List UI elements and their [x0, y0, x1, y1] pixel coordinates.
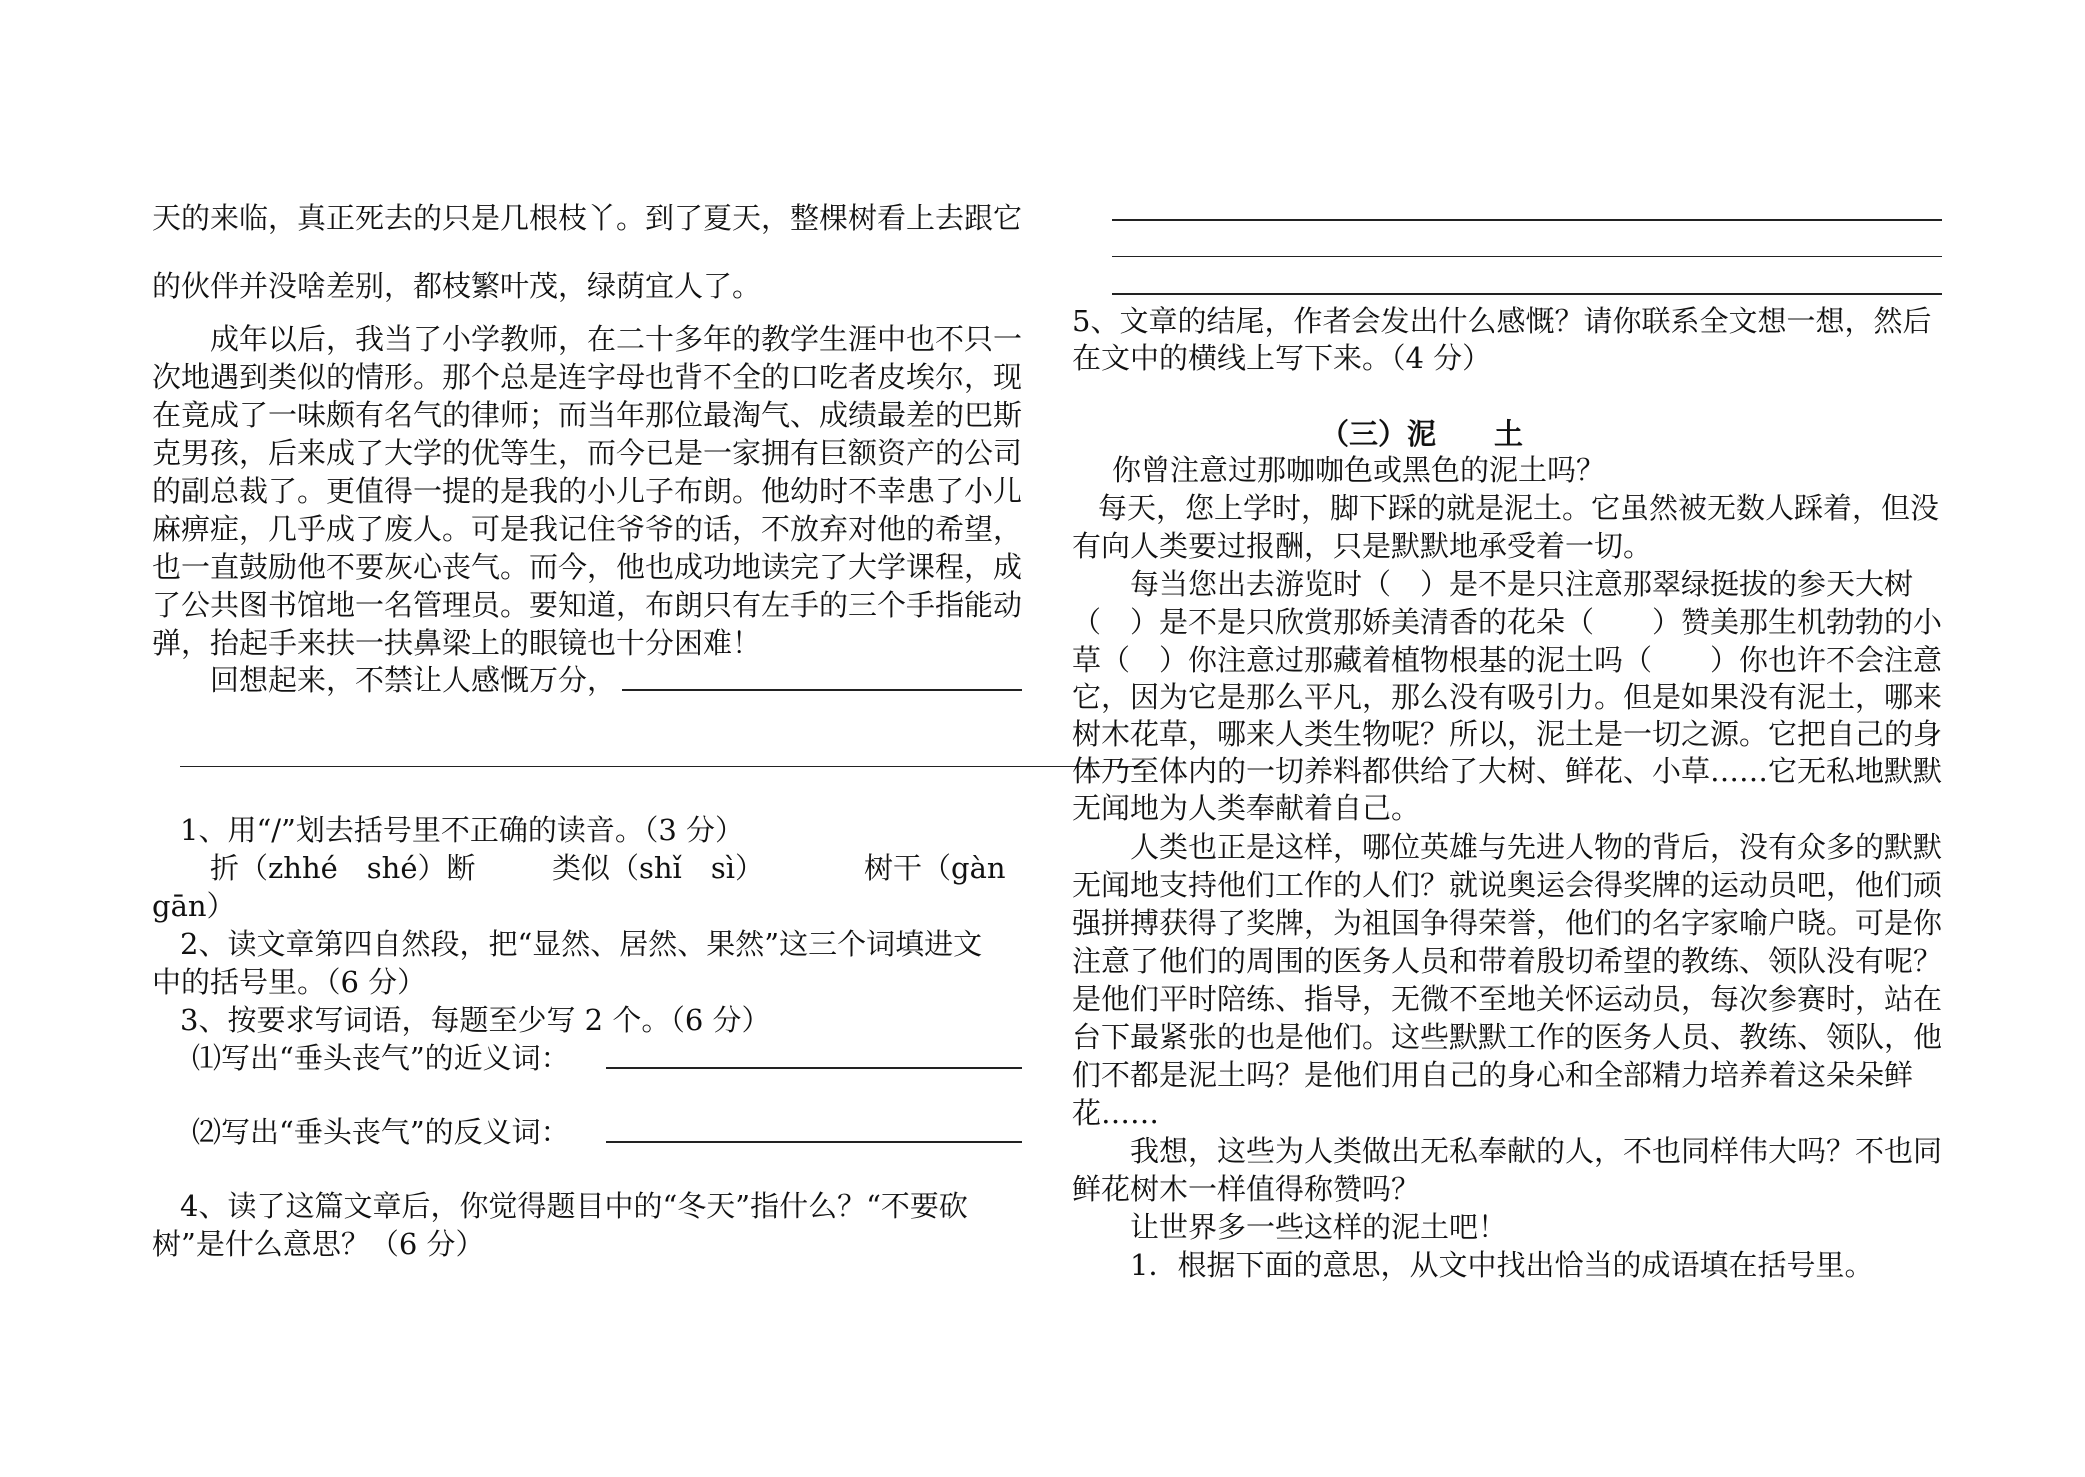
- question-4-line1: 4、读了这篇文章后，你觉得题目中的“冬天”指什么？“不要砍: [180, 1189, 968, 1223]
- synonym-answer-line[interactable]: [606, 1067, 1022, 1069]
- passage-line: 体乃至体内的一切养料都供给了大树、鲜花、小草……它无私地默默: [1072, 754, 1943, 788]
- question-3-sub2: ⑵写出“垂头丧气”的反义词：: [192, 1115, 570, 1149]
- passage-line: 无闻地为人类奉献着自己。: [1072, 791, 1421, 825]
- question-2-line1: 2、读文章第四自然段，把“显然、居然、果然”这三个词填进文: [180, 927, 983, 961]
- question-3-sub1: ⑴写出“垂头丧气”的近义词：: [192, 1041, 570, 1075]
- question-4-line2: 树”是什么意思？（6 分）: [152, 1227, 485, 1261]
- passage-line: 树木花草，哪来人类生物呢？所以，泥土是一切之源。它把自己的身: [1072, 717, 1943, 751]
- story-line: 也一直鼓励他不要灰心丧气。而今，他也成功地读完了大学课程，成: [152, 550, 1023, 584]
- question-2-line2: 中的括号里。（6 分）: [152, 965, 427, 999]
- passage-line: 有向人类要过报酬，只是默默地承受着一切。: [1072, 529, 1653, 563]
- passage-line: 它，因为它是那么平凡，那么没有吸引力。但是如果没有泥土，哪来: [1072, 680, 1943, 714]
- q1-item-leisi: 类似（shǐ sì）: [552, 851, 764, 885]
- story-line-conclusion: 回想起来，不禁让人感慨万分，: [210, 663, 617, 697]
- story-line: 了公共图书馆地一名管理员。要知道，布朗只有左手的三个手指能动: [152, 588, 1023, 622]
- answer-line-1[interactable]: [1112, 219, 1942, 221]
- passage-line: 草（ ）你注意过那藏着植物根基的泥土吗（ ）你也许不会注意: [1072, 643, 1943, 677]
- story-line: 克男孩，后来成了大学的优等生，而今已是一家拥有巨额资产的公司: [152, 436, 1023, 470]
- antonym-answer-line[interactable]: [606, 1141, 1022, 1143]
- passage-line: 你曾注意过那咖咖色或黑色的泥土吗？: [1112, 453, 1606, 487]
- story-line: 的副总裁了。更值得一提的是我的小儿子布朗。他幼时不幸患了小儿: [152, 474, 1023, 508]
- passage-line: 无闻地支持他们工作的人们？就说奥运会得奖牌的运动员吧，他们顽: [1072, 868, 1943, 902]
- passage-line: 们不都是泥土吗？是他们用自己的身心和全部精力培养着这朵朵鲜: [1072, 1058, 1914, 1092]
- answer-line-2[interactable]: [1112, 256, 1942, 257]
- question-5-line2: 在文中的横线上写下来。（4 分）: [1072, 341, 1492, 375]
- answer-line-3[interactable]: [1112, 293, 1942, 295]
- answer-blank-line[interactable]: [622, 689, 1022, 691]
- passage-line: 人类也正是这样，哪位英雄与先进人物的背后，没有众多的默默: [1130, 830, 1943, 864]
- passage-line: 每天，您上学时，脚下踩的就是泥土。它虽然被无数人踩着，但没: [1098, 491, 1940, 525]
- passage-line: 台下最紧张的也是他们。这些默默工作的医务人员、教练、领队，他: [1072, 1020, 1943, 1054]
- story-line: 麻痹症，几乎成了废人。可是我记住爷爷的话，不放弃对他的希望，: [152, 512, 1023, 546]
- story-line: 次地遇到类似的情形。那个总是连字母也背不全的口吃者皮埃尔，现: [152, 360, 1023, 394]
- section-divider: [180, 766, 1140, 767]
- question-3: 3、按要求写词语，每题至少写 2 个。（6 分）: [180, 1003, 771, 1037]
- story-line: 在竟成了一味颇有名气的律师；而当年那位最淘气、成绩最差的巴斯: [152, 398, 1023, 432]
- section-title: （三）泥 土: [1320, 417, 1524, 451]
- question-1-idiom: 1．根据下面的意思，从文中找出恰当的成语填在括号里。: [1130, 1248, 1874, 1282]
- passage-line: 鲜花树木一样值得称赞吗？: [1072, 1172, 1421, 1206]
- story-line: 的伙伴并没啥差别，都枝繁叶茂，绿荫宜人了。: [152, 269, 762, 303]
- passage-line: 是他们平时陪练、指导，无微不至地关怀运动员，每次参赛时，站在: [1072, 982, 1943, 1016]
- question-1: 1、用“/”划去括号里不正确的读音。（3 分）: [180, 813, 745, 847]
- passage-line: 让世界多一些这样的泥土吧！: [1130, 1210, 1508, 1244]
- q1-item-shugan: 树干（gàn: [864, 851, 1006, 885]
- story-line: 天的来临，真正死去的只是几根枝丫。到了夏天，整棵树看上去跟它: [152, 201, 1023, 235]
- passage-line: 强拼搏获得了奖牌，为祖国争得荣誉，他们的名字家喻户晓。可是你: [1072, 906, 1943, 940]
- passage-line: （ ）是不是只欣赏那娇美清香的花朵（ ）赞美那生机勃勃的小: [1072, 605, 1943, 639]
- passage-line: 每当您出去游览时（ ）是不是只注意那翠绿挺拔的参天大树: [1130, 567, 1914, 601]
- passage-line: 注意了他们的周围的医务人员和带着殷切希望的教练、领队没有呢？: [1072, 944, 1943, 978]
- story-line: 成年以后，我当了小学教师，在二十多年的教学生涯中也不只一: [210, 322, 1023, 356]
- q1-item-wrap: gān）: [152, 889, 236, 923]
- story-line: 弹，抬起手来扶一扶鼻梁上的眼镜也十分困难！: [152, 626, 762, 660]
- passage-line: 花……: [1072, 1096, 1160, 1130]
- passage-line: 我想，这些为人类做出无私奉献的人，不也同样伟大吗？不也同: [1130, 1134, 1943, 1168]
- q1-item-zheduan: 折（zhhé shé）断: [210, 851, 476, 885]
- question-5-line1: 5、文章的结尾，作者会发出什么感慨？请你联系全文想一想，然后: [1072, 304, 1932, 338]
